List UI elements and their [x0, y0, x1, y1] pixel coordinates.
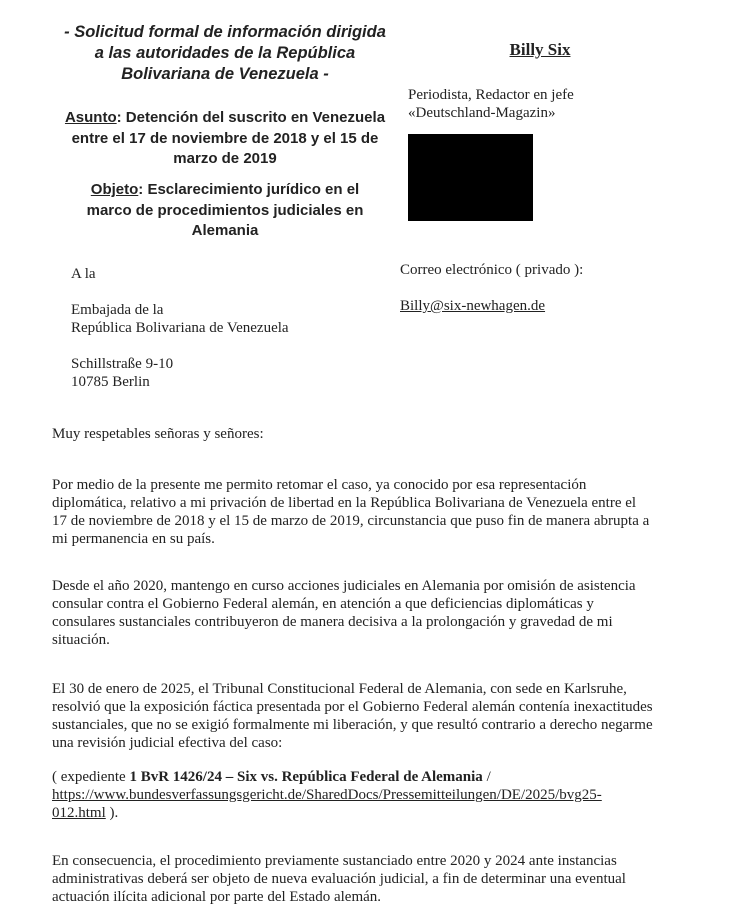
court-link[interactable]: https://www.bundesverfassungsgericht.de/SharedDocs/Pressemitteilungen/DE/2025/bvg25-	[52, 787, 602, 803]
paragraph-1	[52, 476, 682, 548]
paragraph-line: situación.	[52, 632, 110, 648]
paragraph-4	[52, 852, 682, 906]
author-name: Billy Six	[509, 40, 571, 59]
subject-label: Asunto	[64, 109, 117, 126]
paragraph-line: sustanciales, que no se exigió formalmente mi liberación, y que resultó contrario a derecho negarme	[52, 717, 653, 733]
paragraph-line: Desde el año 2020, mantengo en curso acciones judiciales en Alemania por omisión de asistencia	[52, 578, 636, 594]
object-text: Alemania	[191, 222, 259, 239]
email-label: Correo electrónico ( privado ):	[400, 262, 584, 278]
object-text: marco de procedimientos judiciales en	[86, 201, 364, 219]
paragraph-line: administrativas deberá ser objeto de nueva evaluación judicial, a fin de determinar una eventual	[52, 871, 626, 887]
paragraph-line: mi permanencia en su país.	[52, 531, 215, 547]
recipient-line: 10785 Berlin	[71, 374, 150, 390]
paragraph-line: diplomática, relativo a mi privación de libertad en la República Bolivariana de Venezuela entre el	[52, 495, 637, 511]
salutation: Muy respetables señoras y señores:	[52, 426, 264, 442]
redaction-box	[408, 134, 533, 221]
paragraph-line: consular contra el Gobierno Federal alemán, en atención a que deficiencias diplomáticas y	[52, 596, 594, 612]
author-role	[408, 86, 728, 122]
recipient-line: Embajada de la	[71, 302, 164, 318]
recipient-line: República Bolivariana de Venezuela	[71, 320, 289, 336]
subject-text: : Detención del suscrito en Venezuela	[116, 109, 386, 126]
recipient-address	[71, 265, 391, 391]
object-label: Objeto	[90, 181, 139, 198]
reference-close: ).	[105, 805, 119, 821]
subject-block	[50, 108, 400, 170]
recipient-line: A la	[71, 266, 96, 282]
case-number: 1 BvR 1426/24 – Six vs. República Federal de Alemania	[129, 769, 483, 785]
paragraph-3	[52, 680, 682, 752]
court-link[interactable]: 012.html	[52, 805, 106, 821]
paragraph-line: actuación ilícita adicional por parte del Estado alemán.	[52, 889, 382, 905]
paragraph-line: En consecuencia, el procedimiento previamente sustanciado entre 2020 y 2024 ante instancias	[52, 853, 617, 869]
subject-text: marzo de 2019	[173, 150, 277, 167]
title-line: Bolivariana de Venezuela -	[121, 65, 329, 83]
paragraph-line: 17 de noviembre de 2018 y el 15 de marzo de 2019, circunstancia que puso fin de manera abrupta a	[52, 513, 650, 529]
subject-text: entre el 17 de noviembre de 2018 y el 15 de	[71, 129, 379, 147]
paragraph-line: resolvió que la exposición fáctica presentada por el Gobierno Federal alemán contenía inexactitudes	[52, 699, 653, 715]
paragraph-line: El 30 de enero de 2025, el Tribunal Constitucional Federal de Alemania, con sede en Karlsruhe,	[52, 681, 627, 697]
object-text: : Esclarecimiento jurídico en el	[138, 181, 360, 198]
recipient-line: Schillstraße 9-10	[71, 356, 174, 372]
paragraph-line: una revisión judicial efectiva del caso:	[52, 735, 283, 751]
author-role-line: «Deutschland-Magazin»	[408, 105, 556, 121]
paragraph-2	[52, 577, 682, 649]
reference-open: ( expediente	[52, 769, 130, 785]
paragraph-line: Por medio de la presente me permito retomar el caso, ya conocido por esa representación	[52, 477, 587, 493]
title-line: a las autoridades de la República	[94, 44, 356, 62]
title-line: - Solicitud formal de información dirigida	[64, 23, 386, 41]
author-role-line: Periodista, Redactor en jefe	[408, 87, 574, 103]
reference-slash: /	[482, 769, 491, 785]
object-block	[50, 180, 400, 242]
case-reference	[52, 768, 682, 822]
document-title	[50, 22, 400, 85]
paragraph-line: consulares sustanciales contribuyeron de manera decisiva a la prolongación y gravedad de mi	[52, 614, 613, 630]
email-link[interactable]: Billy@six-newhagen.de	[400, 298, 546, 314]
